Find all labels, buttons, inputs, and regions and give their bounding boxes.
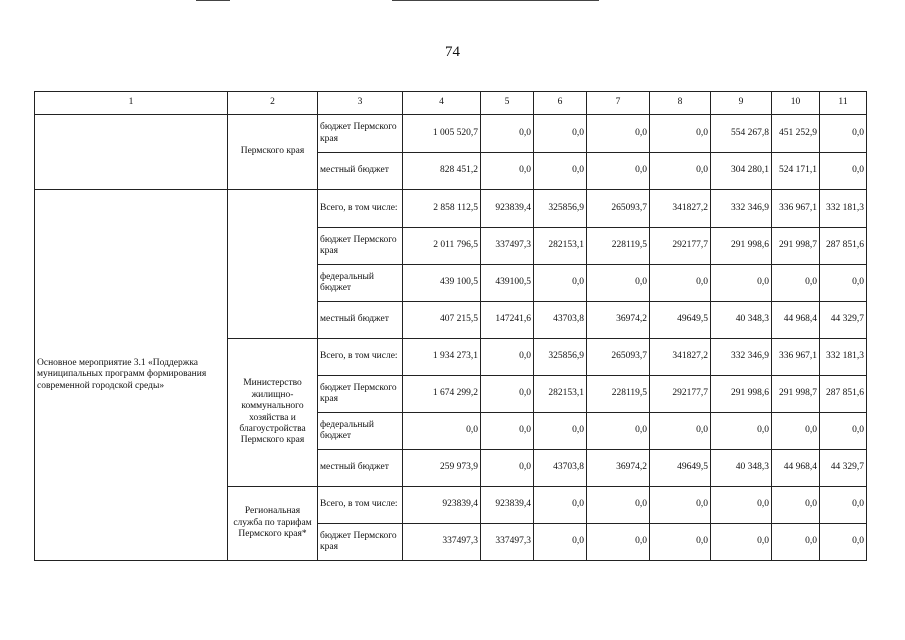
amount-cell: 0,0 — [650, 153, 711, 190]
table-row — [35, 190, 867, 228]
budget-table — [34, 91, 867, 561]
amount-cell: 0,0 — [772, 265, 820, 302]
amount-cell: 0,0 — [820, 487, 867, 524]
amount-cell: 287 851,6 — [820, 228, 867, 265]
amount-cell: 44 329,7 — [820, 302, 867, 339]
amount-cell: 0,0 — [587, 153, 650, 190]
funding-source: бюджет Пермского края — [318, 376, 403, 413]
amount-cell: 228119,5 — [587, 228, 650, 265]
amount-cell: 0,0 — [772, 413, 820, 450]
funding-source: Всего, в том числе: — [318, 339, 403, 376]
amount-cell: 0,0 — [820, 524, 867, 561]
amount-cell: 2 011 796,5 — [403, 228, 481, 265]
amount-cell: 0,0 — [587, 524, 650, 561]
amount-cell: 0,0 — [650, 265, 711, 302]
amount-cell: 49649,5 — [650, 302, 711, 339]
amount-cell: 44 968,4 — [772, 450, 820, 487]
amount-cell: 923839,4 — [481, 190, 534, 228]
amount-cell: 36974,2 — [587, 302, 650, 339]
amount-cell: 291 998,7 — [772, 376, 820, 413]
executor-cell: Региональная служба по тарифам Пермского края* — [228, 487, 318, 561]
amount-cell: 0,0 — [711, 265, 772, 302]
amount-cell: 325856,9 — [534, 339, 587, 376]
executor-cell: Пермского края — [228, 115, 318, 190]
column-number: 3 — [318, 92, 403, 115]
amount-cell: 287 851,6 — [820, 376, 867, 413]
measure-cell: Основное мероприятие 3.1 «Поддержка муниципальных программ формирования современной городской среды» — [35, 190, 228, 561]
amount-cell: 0,0 — [534, 265, 587, 302]
amount-cell: 923839,4 — [403, 487, 481, 524]
amount-cell: 337497,3 — [481, 524, 534, 561]
amount-cell: 0,0 — [534, 413, 587, 450]
column-number: 6 — [534, 92, 587, 115]
column-number: 9 — [711, 92, 772, 115]
amount-cell: 341827,2 — [650, 190, 711, 228]
amount-cell: 1 005 520,7 — [403, 115, 481, 153]
amount-cell: 44 968,4 — [772, 302, 820, 339]
amount-cell: 336 967,1 — [772, 339, 820, 376]
amount-cell: 0,0 — [820, 413, 867, 450]
amount-cell: 0,0 — [587, 115, 650, 153]
amount-cell: 524 171,1 — [772, 153, 820, 190]
amount-cell: 0,0 — [534, 153, 587, 190]
executor-cell — [228, 190, 318, 339]
funding-source: бюджет Пермского края — [318, 524, 403, 561]
page-number: 74 — [445, 44, 460, 60]
column-number-row — [35, 92, 867, 115]
amount-cell: 0,0 — [481, 413, 534, 450]
amount-cell: 0,0 — [772, 524, 820, 561]
amount-cell: 332 346,9 — [711, 190, 772, 228]
amount-cell: 265093,7 — [587, 339, 650, 376]
amount-cell: 265093,7 — [587, 190, 650, 228]
amount-cell: 325856,9 — [534, 190, 587, 228]
funding-source: бюджет Пермского края — [318, 228, 403, 265]
funding-source: местный бюджет — [318, 450, 403, 487]
funding-source: федеральный бюджет — [318, 413, 403, 450]
amount-cell: 0,0 — [650, 487, 711, 524]
amount-cell: 36974,2 — [587, 450, 650, 487]
amount-cell: 554 267,8 — [711, 115, 772, 153]
amount-cell: 332 181,3 — [820, 190, 867, 228]
amount-cell: 0,0 — [587, 487, 650, 524]
amount-cell: 43703,8 — [534, 302, 587, 339]
amount-cell: 0,0 — [772, 487, 820, 524]
amount-cell: 923839,4 — [481, 487, 534, 524]
column-number: 7 — [587, 92, 650, 115]
amount-cell: 228119,5 — [587, 376, 650, 413]
amount-cell: 0,0 — [587, 265, 650, 302]
amount-cell: 292177,7 — [650, 376, 711, 413]
funding-source: местный бюджет — [318, 302, 403, 339]
amount-cell: 0,0 — [534, 115, 587, 153]
amount-cell: 341827,2 — [650, 339, 711, 376]
amount-cell: 0,0 — [650, 115, 711, 153]
amount-cell: 43703,8 — [534, 450, 587, 487]
amount-cell: 0,0 — [403, 413, 481, 450]
column-number: 2 — [228, 92, 318, 115]
amount-cell: 1 674 299,2 — [403, 376, 481, 413]
amount-cell: 0,0 — [481, 153, 534, 190]
amount-cell: 337497,3 — [481, 228, 534, 265]
amount-cell: 332 346,9 — [711, 339, 772, 376]
amount-cell: 282153,1 — [534, 228, 587, 265]
amount-cell: 291 998,6 — [711, 228, 772, 265]
amount-cell: 439 100,5 — [403, 265, 481, 302]
amount-cell: 439100,5 — [481, 265, 534, 302]
top-edge-rule-left — [196, 0, 230, 1]
amount-cell: 0,0 — [820, 115, 867, 153]
column-number: 5 — [481, 92, 534, 115]
amount-cell: 0,0 — [711, 487, 772, 524]
amount-cell: 259 973,9 — [403, 450, 481, 487]
amount-cell: 828 451,2 — [403, 153, 481, 190]
funding-source: Всего, в том числе: — [318, 487, 403, 524]
column-number: 4 — [403, 92, 481, 115]
amount-cell: 291 998,7 — [772, 228, 820, 265]
amount-cell: 0,0 — [650, 524, 711, 561]
amount-cell: 337497,3 — [403, 524, 481, 561]
amount-cell: 0,0 — [711, 413, 772, 450]
table-row — [35, 115, 867, 153]
amount-cell: 336 967,1 — [772, 190, 820, 228]
amount-cell: 332 181,3 — [820, 339, 867, 376]
amount-cell: 304 280,1 — [711, 153, 772, 190]
amount-cell: 0,0 — [481, 376, 534, 413]
amount-cell: 40 348,3 — [711, 450, 772, 487]
amount-cell: 291 998,6 — [711, 376, 772, 413]
measure-cell — [35, 115, 228, 190]
column-number: 11 — [820, 92, 867, 115]
amount-cell: 0,0 — [650, 413, 711, 450]
amount-cell: 0,0 — [481, 339, 534, 376]
amount-cell: 407 215,5 — [403, 302, 481, 339]
amount-cell: 282153,1 — [534, 376, 587, 413]
amount-cell: 451 252,9 — [772, 115, 820, 153]
amount-cell: 1 934 273,1 — [403, 339, 481, 376]
column-number: 10 — [772, 92, 820, 115]
amount-cell: 292177,7 — [650, 228, 711, 265]
amount-cell: 0,0 — [534, 487, 587, 524]
funding-source: Всего, в том числе: — [318, 190, 403, 228]
executor-cell: Министерство жилищно-коммунального хозяйства и благоустройства Пермского края — [228, 339, 318, 487]
amount-cell: 0,0 — [481, 115, 534, 153]
amount-cell: 0,0 — [711, 524, 772, 561]
column-number: 8 — [650, 92, 711, 115]
amount-cell: 147241,6 — [481, 302, 534, 339]
amount-cell: 40 348,3 — [711, 302, 772, 339]
amount-cell: 44 329,7 — [820, 450, 867, 487]
amount-cell: 0,0 — [820, 153, 867, 190]
column-number: 1 — [35, 92, 228, 115]
amount-cell: 0,0 — [587, 413, 650, 450]
amount-cell: 0,0 — [820, 265, 867, 302]
funding-source: бюджет Пермского края — [318, 115, 403, 153]
amount-cell: 0,0 — [481, 450, 534, 487]
funding-source: федеральный бюджет — [318, 265, 403, 302]
amount-cell: 2 858 112,5 — [403, 190, 481, 228]
amount-cell: 49649,5 — [650, 450, 711, 487]
funding-source: местный бюджет — [318, 153, 403, 190]
amount-cell: 0,0 — [534, 524, 587, 561]
top-edge-rule-right — [392, 0, 599, 1]
